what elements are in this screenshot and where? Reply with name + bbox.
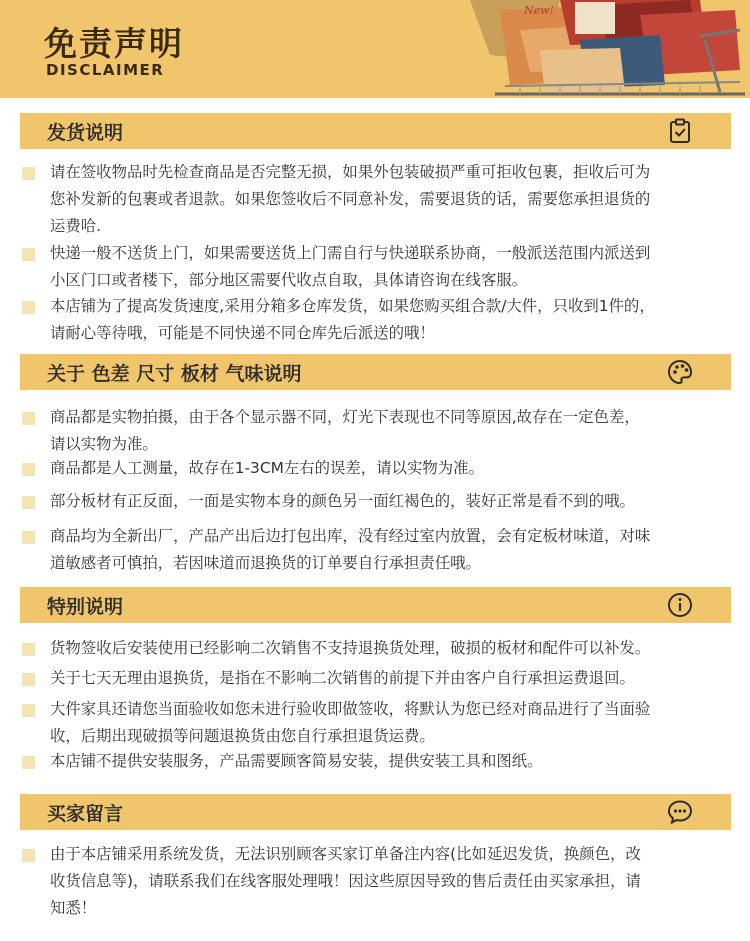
section-header-special-notes — [20, 587, 731, 623]
header — [0, 0, 750, 98]
section-header-color-size — [20, 354, 731, 390]
list-item — [50, 159, 740, 240]
list-item-line: 商品均为全新出厂，产品产出后边打包出库，没有经过室内放置，会有定板材味道，对味 — [50, 527, 651, 545]
section-title: 买家留言 — [47, 803, 124, 825]
list-item-line: 商品都是实物拍摄，由于各个显示器不同，灯光下表现也不同等原因,故存在一定色差， — [50, 408, 640, 426]
section-title: 关于 色差 尺寸 板材 气味说明 — [47, 363, 302, 385]
list-item — [50, 404, 740, 458]
list-item — [50, 696, 740, 750]
section-title: 特别说明 — [47, 596, 124, 618]
list-item — [50, 240, 740, 294]
bullet-icon — [22, 531, 35, 544]
bullet-icon — [22, 643, 35, 656]
list-item — [50, 635, 740, 662]
list-item — [50, 523, 740, 577]
page-subtitle: DISCLAIMER — [46, 61, 165, 79]
bag-label: New! — [524, 4, 554, 17]
list-item — [50, 748, 740, 775]
list-item-line: 收，后期出现破损等问题退换货由您自行承担退货运费。 — [50, 727, 435, 745]
bullet-icon — [22, 301, 35, 314]
list-item-line: 小区门口或者楼下，部分地区需要代收点自取，具体请咨询在线客服。 — [50, 271, 528, 289]
bullet-icon — [22, 248, 35, 261]
list-item-line: 收货信息等)，请联系我们在线客服处理哦！因这些原因导致的售后责任由买家承担，请 — [50, 872, 641, 890]
bullet-icon — [22, 704, 35, 717]
list-item-line: 大件家具还请您当面验收如您未进行验收即做签收，将默认为您已经对商品进行了当面验 — [50, 700, 651, 718]
list-item-line: 您补发新的包裹或者退款。如果您签收后不同意补发，需要退货的话，需要您承担退货的 — [50, 190, 651, 208]
section-header-buyer-message — [20, 794, 731, 830]
bullet-icon — [22, 849, 35, 862]
list-item-line: 本店铺不提供安装服务，产品需要顾客简易安装，提供安装工具和图纸。 — [50, 752, 543, 770]
bullet-icon — [22, 496, 35, 509]
list-item-line: 请耐心等待哦，可能是不同快递不同仓库先后派送的哦！ — [50, 324, 435, 342]
palette-icon — [667, 359, 693, 385]
list-item-line: 道敏感者可慎拍，若因味道而退换货的订单要自行承担责任哦。 — [50, 554, 481, 572]
page-title: 免责声明 — [44, 24, 184, 63]
list-item-line: 关于七天无理由退换货，是指在不影响二次销售的前提下并由客户自行承担运费退回。 — [50, 669, 635, 687]
list-item — [50, 665, 740, 692]
list-item — [50, 488, 740, 515]
list-item — [50, 293, 740, 347]
list-item-line: 快递一般不送货上门，如果需要送货上门需自行与快递联系协商，一般派送范围内派送到 — [50, 244, 651, 262]
bullet-icon — [22, 412, 35, 425]
info-circle-icon — [667, 592, 693, 618]
bullet-icon — [22, 756, 35, 769]
section-title: 发货说明 — [47, 122, 124, 144]
list-item-line: 部分板材有正反面，一面是实物本身的颜色另一面红褐色的，装好正常是看不到的哦。 — [50, 492, 635, 510]
bullet-icon — [22, 463, 35, 476]
list-item-line: 知悉！ — [50, 899, 97, 917]
list-item-line: 请在签收物品时先检查商品是否完整无损，如果外包装破损严重可拒收包裹，拒收后可为 — [50, 163, 651, 181]
list-item — [50, 841, 740, 922]
list-item-line: 本店铺为了提高发货速度,采用分箱多仓库发货，如果您购买组合款/大件，只收到1件的， — [50, 297, 655, 315]
clipboard-check-icon — [667, 118, 693, 144]
chat-bubble-icon — [667, 799, 693, 825]
list-item-line: 货物签收后安装使用已经影响二次销售不支持退换货处理，破损的板材和配件可以补发。 — [50, 639, 651, 657]
list-item-line: 由于本店铺采用系统发货，无法识别顾客买家订单备注内容(比如延迟发货，换颜色，改 — [50, 845, 641, 863]
list-item-line: 运费哈. — [50, 217, 102, 235]
section-header-shipping — [20, 113, 731, 149]
list-item — [50, 455, 740, 482]
list-item-line: 请以实物为准。 — [50, 435, 158, 453]
bullet-icon — [22, 673, 35, 686]
list-item-line: 商品都是人工测量，故存在1-3CM左右的误差，请以实物为准。 — [50, 459, 484, 477]
bullet-icon — [22, 167, 35, 180]
